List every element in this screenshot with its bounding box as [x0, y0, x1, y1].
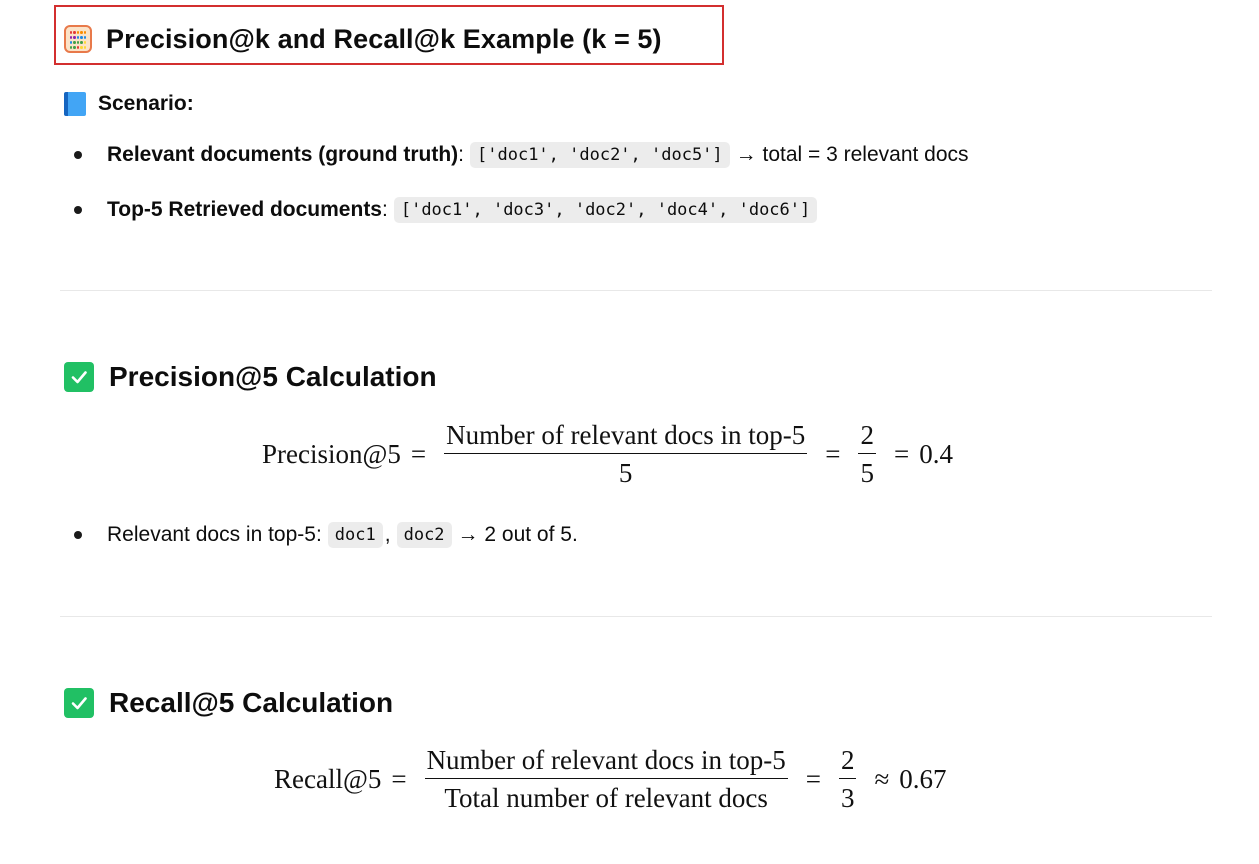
fraction — [839, 745, 857, 813]
blue-book-icon — [64, 92, 86, 116]
page-title — [64, 20, 662, 58]
fraction — [425, 745, 788, 813]
equals-sign: = — [893, 438, 910, 469]
bullet-prefix: Relevant docs in top-5: — [107, 523, 322, 546]
bullet-label: Top-5 Retrieved documents — [107, 198, 382, 221]
comma: , — [384, 523, 391, 546]
scenario-heading — [64, 92, 194, 116]
list-item — [74, 197, 823, 223]
formula-result: 0.67 — [899, 763, 947, 794]
formula-lhs: Recall@5 — [274, 763, 382, 794]
section-title: Precision@5 Calculation — [109, 361, 437, 392]
inline-code: doc2 — [397, 522, 452, 548]
bullet-dot — [74, 206, 82, 214]
fraction-numerator: 2 — [840, 745, 855, 775]
bullet-suffix: → total = 3 relevant docs — [735, 143, 969, 166]
check-mark-button-icon — [64, 362, 94, 392]
divider — [60, 290, 1212, 291]
equals-sign: = — [391, 763, 407, 794]
inline-code: ['doc1', 'doc2', 'doc5'] — [470, 142, 730, 168]
abacus-icon — [64, 25, 92, 53]
equals-sign: = — [825, 438, 841, 469]
divider — [60, 616, 1212, 617]
recall-heading — [64, 687, 393, 719]
bullet-separator: : — [382, 198, 388, 221]
fraction-numerator: 2 — [860, 420, 874, 450]
fraction-numerator: Number of relevant docs in top-5 — [446, 420, 806, 450]
recall-formula — [274, 745, 947, 813]
fraction-denominator: Total number of relevant docs — [425, 778, 788, 813]
scenario-label: Scenario: — [98, 92, 194, 115]
fraction — [858, 420, 876, 488]
precision-formula — [262, 420, 953, 488]
list-item — [74, 142, 969, 168]
equals-sign: = — [805, 763, 821, 794]
list-item — [74, 522, 578, 548]
fraction — [444, 420, 807, 488]
fraction-denominator: 5 — [858, 453, 876, 488]
bullet-separator: : — [458, 143, 465, 166]
section-title: Recall@5 Calculation — [109, 687, 394, 718]
equals-sign: = — [410, 438, 427, 469]
fraction-numerator: Number of relevant docs in top-5 — [426, 745, 786, 775]
check-mark-button-icon — [64, 688, 94, 718]
inline-code: ['doc1', 'doc3', 'doc2', 'doc4', 'doc6'] — [394, 197, 817, 223]
fraction-denominator: 5 — [444, 453, 807, 488]
bullet-dot — [74, 151, 82, 159]
formula-lhs: Precision@5 — [262, 438, 401, 469]
inline-code: doc1 — [328, 522, 383, 548]
fraction-denominator: 3 — [839, 778, 857, 813]
bullet-dot — [74, 531, 82, 539]
precision-heading — [64, 361, 437, 393]
title-text: Precision@k and Recall@k Example (k = 5) — [106, 23, 662, 54]
bullet-label: Relevant documents (ground truth) — [107, 143, 459, 166]
approx-sign: ≈ — [874, 763, 890, 794]
formula-result: 0.4 — [919, 438, 953, 469]
bullet-suffix: → 2 out of 5. — [457, 523, 578, 546]
